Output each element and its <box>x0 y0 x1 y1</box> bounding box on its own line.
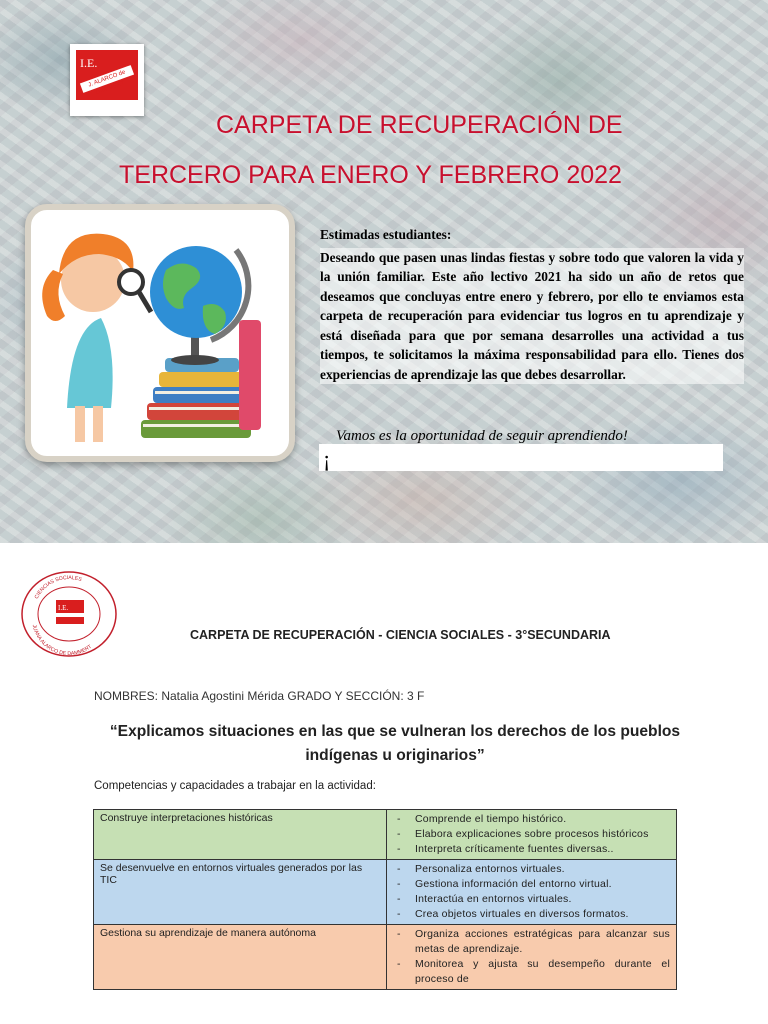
capacities-cell <box>387 810 677 860</box>
capacities-cell <box>387 860 677 925</box>
list-item: - Personaliza entornos virtuales. <box>393 862 670 877</box>
letter-greeting: Estimadas estudiantes: <box>320 227 452 242</box>
motto-box <box>319 444 723 471</box>
document-title: CARPETA DE RECUPERACIÓN - CIENCIA SOCIALES - 3°SECUNDARIA <box>190 628 611 642</box>
competencies-label: Competencias y capacidades a trabajar en la actividad: <box>94 780 376 792</box>
logo-ie-text: I.E. <box>80 56 98 70</box>
logo-ribbon-text: J. ALARCO de DAMMERT <box>80 65 134 93</box>
cover-title-line2: TERCERO PARA ENERO Y FEBRERO 2022 <box>119 161 622 189</box>
activity-heading: “Explicamos situaciones en las que se vulneran los derechos de los pueblos indígenas u originarios” <box>109 723 681 764</box>
list-item: - Crea objetos virtuales en diversos formatos. <box>393 907 670 922</box>
seal-top-text: CIENCIAS SOCIALES <box>33 574 83 601</box>
list-item: - Organiza acciones estratégicas para alcanzar sus metas de aprendizaje. <box>393 927 670 957</box>
competency-cell: Gestiona su aprendizaje de manera autónoma <box>94 925 387 990</box>
table-row <box>94 860 677 925</box>
girl-globe-illustration <box>25 204 295 462</box>
seal-bottom-text: JUANA ALARCO DE DAMMERT <box>30 624 93 658</box>
student-name-line: NOMBRES: Natalia Agostini Mérida GRADO Y SECCIÓN: 3 F <box>94 689 425 703</box>
seal-ie-text: I.E. <box>58 604 69 612</box>
capacities-cell <box>387 925 677 990</box>
school-seal-logo <box>20 570 118 658</box>
list-item: - Elabora explicaciones sobre procesos históricos <box>393 827 670 842</box>
competencies-table <box>93 809 677 990</box>
exclamation-mark: ¡ <box>323 446 331 471</box>
list-item: - Monitorea y ajusta su desempeño durante el proceso de <box>393 957 670 987</box>
competency-cell: Se desenvuelve en entornos virtuales generados por las TIC <box>94 860 387 925</box>
list-item: - Interpreta críticamente fuentes diversas.. <box>393 842 670 857</box>
cover-title-line1: CARPETA DE RECUPERACIÓN DE <box>216 111 623 139</box>
table-row <box>94 810 677 860</box>
list-item: - Comprende el tiempo histórico. <box>393 812 670 827</box>
cover-motto: Vamos es la oportunidad de seguir aprendiendo! <box>336 428 628 444</box>
illustration-icon <box>31 210 289 456</box>
competency-cell: Construye interpretaciones históricas <box>94 810 387 860</box>
list-item: - Gestiona información del entorno virtual. <box>393 877 670 892</box>
letter-body: Deseando que pasen unas lindas fiestas y sobre todo que valoren la vida y la unión familiar. Este año lectivo 2021 ha sido un año de retos que deseamos que concluyas entre enero y febrero, por ello te enviamos esta carpeta de recuperación para evidenciar tus logros en tu aprendizaje y está diseñada para que por semana desarrolles una actividad a tus tiempos, te solicitamos la máxima responsabilidad para ello. Tienes dos experiencias de aprendizaje las que debes desarrollar. <box>320 248 744 385</box>
cover-letter <box>320 225 744 384</box>
school-logo <box>70 44 144 116</box>
table-row <box>94 925 677 990</box>
list-item: - Interactúa en entornos virtuales. <box>393 892 670 907</box>
